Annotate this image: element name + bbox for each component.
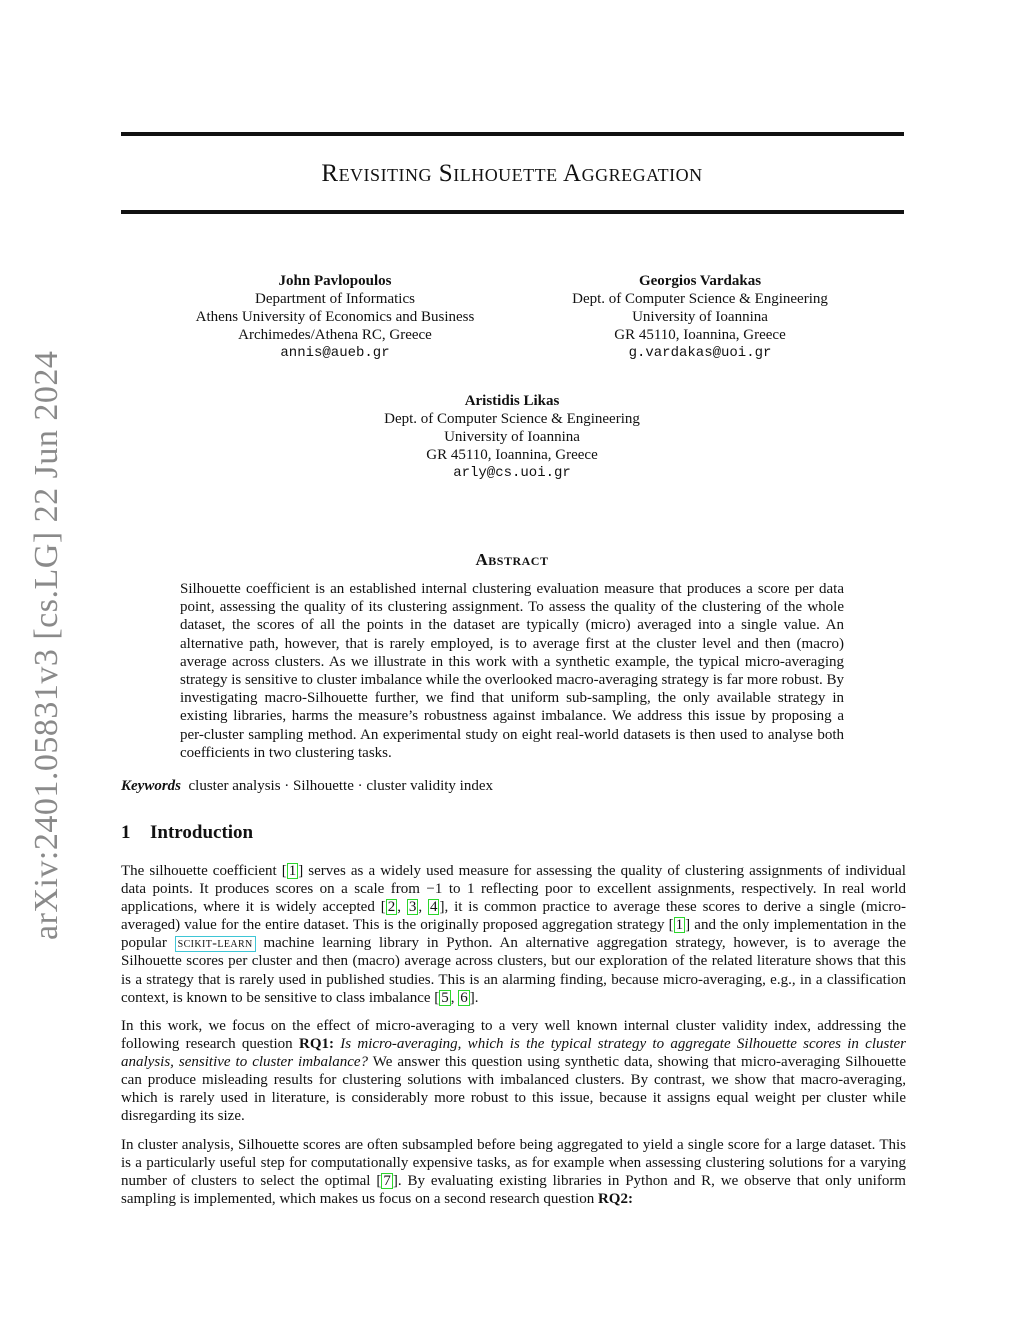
citation-link[interactable]: 2 [387,899,396,916]
author-block-1 [170,272,500,362]
intro-paragraph-1: The silhouette coefficient [ 1 ] serves as a widely used measure for assessing the quality of clustering assignments of individual data points. It produces scores on a scale from −1 to 1 reflecting poor to excellent assignments, respectively. In real world applications, where it is widely accepted [ 2 , 3 , 4 ], it is common practice to average these scores to derive a single (micro-averaged) value for the entire dataset. This is the originally proposed aggregation strategy [ 1 ] and the only implementation in the popular scikit-learn machine learning library in Python. An alternative aggregation strategy, however, is to average the Silhouette scores per cluster and then (macro) average across clusters, but our exploration of the related literature shows that this is a strategy that is rarely used in published studies. This is an alarming finding, because micro-averaging, e.g., in a classification context, is known to be sensitive to class imbalance [ 5 , 6 ]. [121,863,907,1006]
paper-title: Revisiting Silhouette Aggregation [321,160,703,187]
citation-link[interactable]: 7 [383,1173,391,1190]
author-affiliation: Department of Informatics [255,291,415,307]
text-run: ] serves as a widely used measure for assessing the quality of clustering assignments of individual data points. It produces scores on a scale from −1 to 1 reflecting poor to excellent assignments, respectively. In real world applications, where it is widely accepted [ [121,863,906,916]
arxiv-identifier: arXiv:2401.05831v3 [cs.LG] 22 Jun 2024 [28,350,65,940]
author-affiliation: Archimedes/Athena RC, Greece [238,327,432,343]
research-question-label: RQ1: [298,1036,334,1053]
text-run: ]. By evaluating existing libraries in Python and R, we observe that only uniform sampling is implemented, which makes us focus on a second research question [121,1173,906,1208]
text-run: ] and the only implementation in the popular [121,917,906,952]
author-email[interactable]: annis@aueb.gr [280,345,390,361]
citation-link[interactable]: 1 [675,917,684,934]
citation-link[interactable]: 4 [429,899,438,916]
citation-link[interactable]: 5 [441,989,449,1006]
text-run: The silhouette coefficient [ [121,863,287,879]
research-question-label: RQ2: [597,1191,633,1208]
keywords-label: Keywords [121,778,181,794]
author-name: Aristidis Likas [464,393,560,409]
author-affiliation: Dept. of Computer Science & Engineering [384,411,640,427]
author-affiliation: University of Ioannina [632,309,768,325]
text-run: We answer this question using synthetic data, showing that micro-averaging Silhouette can produce misleading results for clustering solutions with imbalanced clusters. By contrast, we show that macro-averaging, which is rarely used in literature, is considerably more robust to this issue, because it assigns equal weight per cluster while disregarding its size. [121,1054,906,1125]
author-block-2 [540,272,860,362]
author-block-3 [340,392,684,482]
text-run: ]. [469,989,479,1006]
text-run: In this work, we focus on the effect of micro-averaging to a very well known internal cluster validity index, addressing the following research question [121,1018,906,1053]
section-title: Introduction [150,822,254,843]
citation-link[interactable]: 3 [408,899,417,916]
abstract-heading: Abstract [475,550,549,569]
section-heading-introduction [121,822,253,844]
abstract-text: Silhouette coefficient is an established internal clustering evaluation measure that produces a score per data point, assessing the quality of its clustering assignment. To assess the quality of the clustering of the whole dataset, the scores of all the points in the dataset are typically (micro) averaged into a single value. An alternative path, however, that is rarely employed, is to average first at the cluster level and then (macro) average across clusters. As we illustrate in this work with a synthetic example, the typical micro-averaging strategy is sensitive to cluster imbalance while the overlooked macro-averaging strategy is far more robust. By investigating macro-Silhouette further, we find that uniform sub-sampling, the only available strategy in existing libraries, harms the measure’s robustness against imbalance. We address this issue by proposing a per-cluster sampling method. An experimental study on eight real-world datasets is then used to analyse both coefficients in two clustering tasks. [180,581,844,761]
author-name: Georgios Vardakas [638,273,762,289]
research-question-text: Is micro-averaging, which is the typical strategy to aggregate Silhouette scores in cluster analysis, sensitive to cluster imbalance? [121,1036,907,1071]
author-email[interactable]: arly@cs.uoi.gr [453,465,571,481]
author-affiliation: GR 45110, Ioannina, Greece [614,327,786,343]
author-affiliation: Dept. of Computer Science & Engineering [572,291,828,307]
author-affiliation: University of Ioannina [444,429,580,445]
intro-paragraph-2 [121,1017,906,1126]
text-run: ], it is common practice to average these scores to derive a single (micro-averaged) value for the entire dataset. This is the originally proposed aggregation strategy [ [121,899,907,934]
author-email[interactable]: g.vardakas@uoi.gr [628,345,772,361]
intro-paragraph-3 [121,1136,906,1208]
title-top-rule [121,132,904,136]
text-run: machine learning library in Python. An alternative aggregation strategy, however, is to average the Silhouette scores per cluster and then (macro) average across clusters, but our exploration of the related literature shows that this is a strategy that is rarely used in published studies. This is an alarming finding, because micro-averaging, e.g., in a classification context, is known to be sensitive to class imbalance [ [121,935,907,1006]
text-run: In cluster analysis, Silhouette scores are often subsampled before being aggregated to yield a single score for a large dataset. This is a particularly useful step for computationally expensive tasks, as for example when assessing clustering solutions for a varying number of clusters to select the optimal [ [121,1137,906,1190]
keywords-line [121,778,904,795]
author-name: John Pavlopoulos [278,273,392,289]
author-affiliation: GR 45110, Ioannina, Greece [426,447,598,463]
author-affiliation: Athens University of Economics and Business [195,309,475,325]
citation-link[interactable]: 1 [288,863,297,879]
keywords-text: cluster analysis · Silhouette · cluster validity index [188,778,494,794]
section-number: 1 [121,822,131,843]
title-bottom-rule [121,210,904,214]
citation-link[interactable]: 6 [460,989,468,1006]
scikit-learn-link[interactable]: scikit-learn [175,936,256,952]
